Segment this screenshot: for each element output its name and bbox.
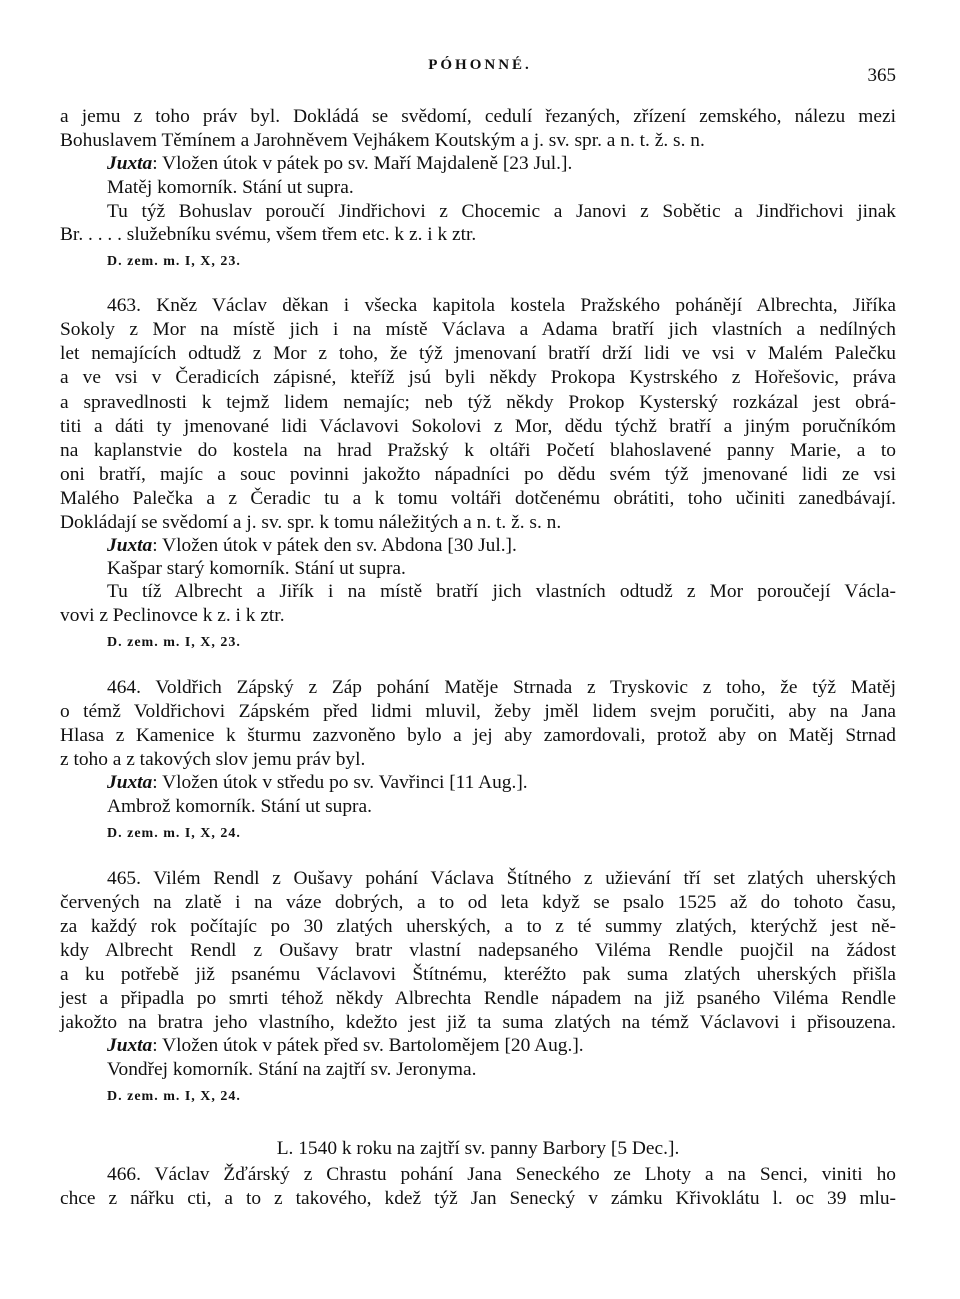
- entry-465-line: za každý rok počítajíc po 30 zlatých uherských, a to z té summy zlatých, kterýchž jest ně-: [60, 916, 896, 937]
- running-head: [0, 57, 960, 86]
- source-reference: D. zem. m. I, X, 23.: [107, 254, 241, 269]
- entry-463-line: Kašpar starý komorník. Stání ut supra.: [107, 558, 406, 579]
- entry-463-line: Malého Palečka a z Čeradic tu a k tomu voltáři dotčenému obrátiti, toho učiniti zanedbávají.: [60, 488, 896, 509]
- text-line: Bohuslavem Těmínem a Jarohněvem Vejhákem Koutským a j. sv. spr. a n. t. ž. s. n.: [60, 130, 705, 151]
- entry-465-line: jest a připadla po smrti téhož někdy Albrechta Rendle nápadem na již psaného Viléma Rendle: [60, 988, 896, 1009]
- juxta-label: Juxta: [107, 535, 153, 556]
- juxta-line: [107, 534, 896, 558]
- entry-464-line: z toho a z takových slov jemu práv byl.: [60, 749, 366, 770]
- entry-463-line: a spravedlnosti k tejmž lidem nemajíc; neb týž někdy Prokop Kysterský rozkázal jest obrá-: [60, 392, 896, 413]
- entry-463-line: a ve vsi v Čeradicích zápisné, kteříž jsú byli někdy Prokopa Kystrského z Hořešovic, práva: [60, 367, 896, 388]
- entry-463-line: oni bratří, majíc a souc povinni jakožto nápadníci po dědu svém týž jmenované lidi ze vsi: [60, 464, 896, 485]
- juxta-label: Juxta: [107, 772, 153, 793]
- text-line: Br. . . . . služebníku svému, všem třem etc. k z. i k ztr.: [60, 224, 477, 245]
- entry-464-line: o témž Voldřichovi Zápském před lidmi mluvil, žeby jměl lidem svejm poručiti, aby na Jana: [60, 701, 896, 722]
- entry-463-line: Dokládají se svědomí a j. sv. spr. k tomu náležitých a n. t. ž. s. n.: [60, 512, 562, 533]
- entry-463-line: na kaplanstvie do kostela na hrad Pražský k oltáři Početí blahoslavené panny Marie, a to: [60, 440, 896, 461]
- entry-463-line: Tu tíž Albrecht a Jiřík i na místě bratří jich vlastních odtudž z Mor poroučejí Václa-: [107, 581, 896, 602]
- juxta-line: [107, 152, 896, 176]
- entry-464-line: Ambrož komorník. Stání ut supra.: [107, 796, 372, 817]
- entry-465-line: 465. Vilém Rendl z Oušavy pohání Václava Štítného z užievání tří set zlatých uherských: [107, 868, 896, 889]
- source-reference: D. zem. m. I, X, 23.: [107, 635, 241, 650]
- juxta-line: [107, 771, 896, 795]
- juxta-text: : Vložen útok v pátek den sv. Abdona [30 Jul.].: [152, 535, 517, 556]
- juxta-text: : Vložen útok v pátek před sv. Bartolomějem [20 Aug.].: [152, 1035, 584, 1056]
- entry-465-line: a ku potřebě již psanému Václavovi Štítnému, kteréžto pak suma zlatých uherských přišla: [60, 964, 896, 985]
- juxta-label: Juxta: [107, 153, 153, 174]
- entry-464-line: Hlasa z Kamenice k šturmu zazvoněno bylo a jej aby zamordovali, protož aby on Matěj Strnad: [60, 725, 896, 746]
- juxta-line: [107, 1034, 896, 1058]
- text-line: Matěj komorník. Stání ut supra.: [107, 177, 354, 198]
- entry-463-line: titi a dáti ty jmenované lidi Václavovi Sokolovi z Mor, dědu týchž bratří a jiným poručníkóm: [60, 416, 896, 437]
- entry-463-line: let nemajících odtudž z Mor z toho, že týž jmenovaní bratří drží lidi ve vsi v Malém Palečku: [60, 343, 896, 364]
- juxta-text: : Vložen útok v středu po sv. Vavřinci [11 Aug.].: [152, 772, 528, 793]
- entry-466-line: chce z nářku cti, a to z takového, kdež týž Jan Senecký v zámku Křivoklátu l. oc 39 mlu-: [60, 1188, 896, 1209]
- entry-463-line: 463. Kněz Václav děkan i všecka kapitola kostela Pražského pohánějí Albrechta, Jiříka: [107, 295, 896, 316]
- entry-465-line: jakožto na bratra jeho vlastního, kdežto jest již ta suma zlatých na témž Václavovi i přisouzena.: [60, 1012, 896, 1033]
- entry-466-line: 466. Václav Žďárský z Chrastu pohání Jana Seneckého ze Lhoty a na Senci, viniti ho: [107, 1164, 896, 1185]
- text-line: a jemu z toho práv byl. Dokládá se svědomí, cedulí řezaných, zřízení zemského, nálezu mezi: [60, 106, 896, 127]
- entry-465-line: červených na zlatě i na váze dobrých, a to od leta když se psalo 1525 až do tohoto času,: [60, 892, 896, 913]
- page-number: 365: [867, 65, 896, 86]
- juxta-text: : Vložen útok v pátek po sv. Maří Majdaleně [23 Jul.].: [152, 153, 573, 174]
- entry-464-line: 464. Voldřich Zápský z Záp pohání Matěje Strnada z Tryskovic z toho, že týž Matěj: [107, 677, 896, 698]
- source-reference: D. zem. m. I, X, 24.: [107, 1089, 241, 1104]
- entry-463-line: Sokoly z Mor na místě jich i na místě Václava a Adama bratří jich vlastních a nedílných: [60, 319, 896, 340]
- juxta-label: Juxta: [107, 1035, 153, 1056]
- running-title: PÓHONNÉ.: [428, 57, 532, 73]
- source-reference: D. zem. m. I, X, 24.: [107, 826, 241, 841]
- text-line: Tu týž Bohuslav poroučí Jindřichovi z Chocemic a Janovi z Sobětic a Jindřichovi jinak: [107, 201, 896, 222]
- entry-465-line: Vondřej komorník. Stání na zajtří sv. Jeronyma.: [107, 1059, 477, 1080]
- section-heading: L. 1540 k roku na zajtří sv. panny Barbory [5 Dec.].: [276, 1138, 680, 1159]
- entry-463-line: vovi z Peclinovce k z. i k ztr.: [60, 605, 285, 626]
- entry-465-line: kdy Albrecht Rendl z Oušavy bratr vlastní nadepsaného Viléma Rendle puojčil na žádost: [60, 940, 896, 961]
